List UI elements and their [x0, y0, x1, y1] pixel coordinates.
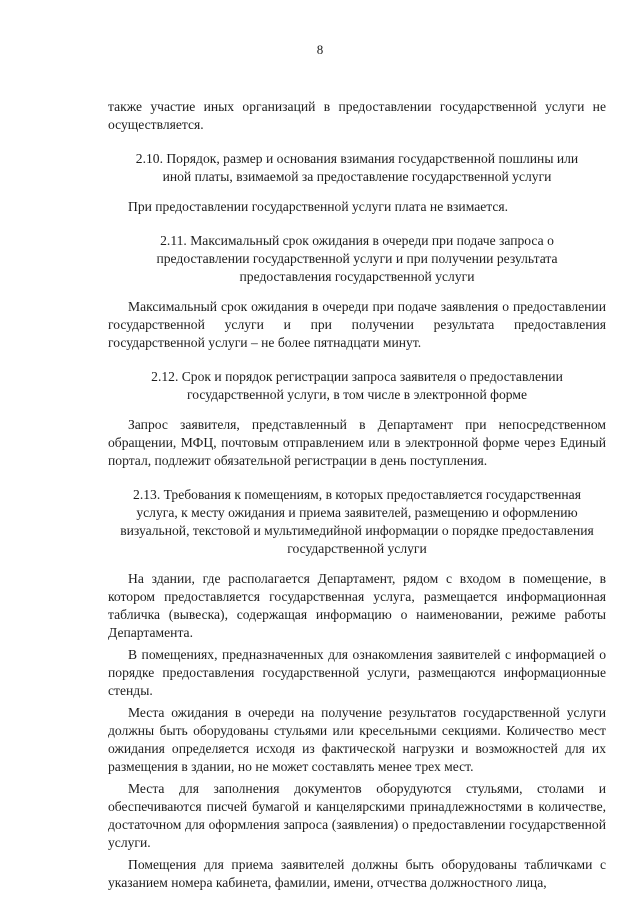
paragraph-info-stands: В помещениях, предназначенных для ознакомления заявителей с информацией о порядке предоставления государственной услуги, размещаются информационные стенды. — [108, 647, 606, 698]
heading-2-11: 2.11. Максимальный срок ожидания в очереди при подаче запроса о предоставлении государственной услуги и при получении результата предоставления государственной услуги — [156, 233, 558, 284]
paragraph-signboard: На здании, где располагается Департамент, рядом с входом в помещение, в котором предоставляется государственная услуга, размещается информационная табличка (вывеска), содержащая информацию о наименовании, режиме работы Департамента. — [108, 571, 606, 640]
paragraph-registration: Запрос заявителя, представленный в Департамент при непосредственном обращении, МФЦ, почтовым отправлением или в электронной форме через Единый портал, подлежит обязательной регистрации в день поступления. — [108, 417, 606, 468]
heading-2-10: 2.10. Порядок, размер и основания взимания государственной пошлины или иной платы, взимаемой за предоставление государственной услуги — [135, 151, 579, 184]
paragraph-form-filling: Места для заполнения документов оборудуются стульями, столами и обеспечиваются писчей бумагой и канцелярскими принадлежностями в количестве, достаточном для оформления запроса (заявления) о предоставлении государственной услуги. — [108, 781, 606, 850]
page-number: 8 — [316, 42, 324, 57]
paragraph-fee: При предоставлении государственной услуги плата не взимается. — [128, 199, 509, 214]
paragraph-reception-rooms: Помещения для приема заявителей должны быть оборудованы табличками с указанием номера кабинета, фамилии, имени, отчества должностного лица, — [108, 857, 606, 890]
heading-2-12: 2.12. Срок и порядок регистрации запроса заявителя о предоставлении государственной услуги, в том числе в электронной форме — [151, 369, 563, 402]
heading-2-13: 2.13. Требования к помещениям, в которых предоставляется государственная услуга, к месту ожидания и приема заявителей, размещению и оформлению визуальной, текстовой и мультимедийной информации о порядке предоставления государственной услуги — [120, 487, 594, 556]
paragraph-waiting-places: Места ожидания в очереди на получение результатов государственной услуги должны быть оборудованы стульями или кресельными секциями. Количество мест ожидания определяется исходя из фактической нагрузки и возможностей для их размещения в здании, но не может составлять менее трех мест. — [108, 705, 606, 774]
paragraph-continuation: также участие иных организаций в предоставлении государственной услуги не осуществляется. — [108, 99, 606, 132]
paragraph-waiting-time: Максимальный срок ожидания в очереди при подаче заявления о предоставлении государственной услуги и при получении результата предоставления государственной услуги – не более пятнадцати минут. — [108, 299, 606, 350]
document-body — [108, 98, 606, 892]
